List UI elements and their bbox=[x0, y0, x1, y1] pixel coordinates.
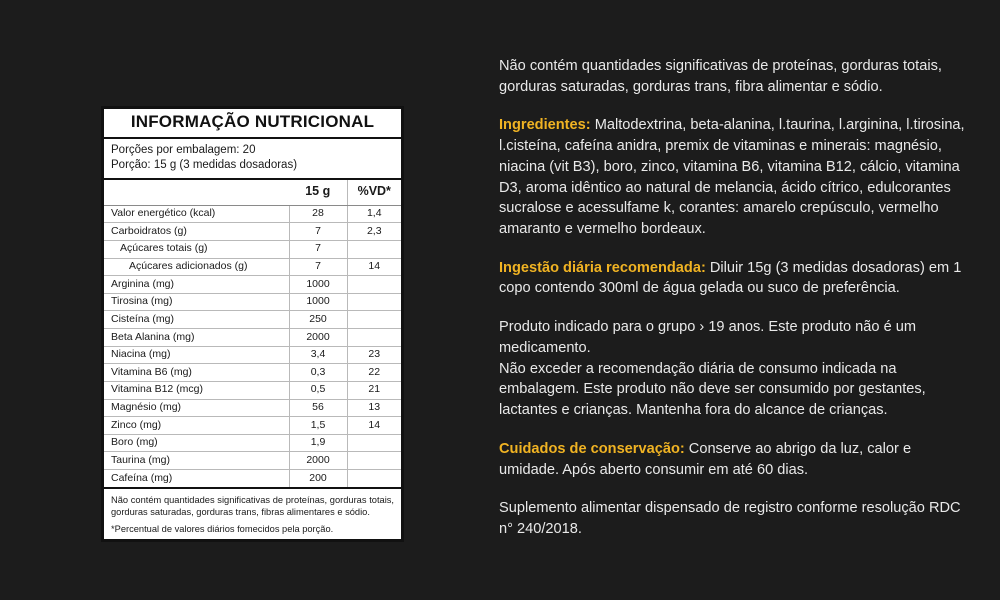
nutrient-amount: 28 bbox=[289, 205, 347, 223]
nutrition-facts-card bbox=[101, 106, 404, 542]
nutrient-name: Valor energético (kcal) bbox=[104, 205, 289, 223]
nutrient-name: Açúcares totais (g) bbox=[104, 240, 289, 258]
nutrient-daily-value: 23 bbox=[347, 346, 401, 364]
paragraph-registration: Suplemento alimentar dispensado de registro conforme resolução RDC n° 240/2018. bbox=[499, 500, 961, 537]
nutrient-name: Magnésio (mg) bbox=[104, 399, 289, 417]
nutrient-name: Carboidratos (g) bbox=[104, 223, 289, 241]
nutrient-amount: 56 bbox=[289, 399, 347, 417]
nutrient-amount: 7 bbox=[289, 240, 347, 258]
servings-per-package: Porções por embalagem: 20 bbox=[111, 143, 256, 156]
nutrition-table bbox=[104, 180, 401, 489]
column-header-nutrient bbox=[104, 180, 289, 205]
nutrient-name: Boro (mg) bbox=[104, 434, 289, 452]
nutrient-daily-value: 21 bbox=[347, 381, 401, 399]
nutrient-amount: 1,5 bbox=[289, 417, 347, 435]
table-row bbox=[104, 434, 401, 452]
nutrient-daily-value bbox=[347, 293, 401, 311]
nutrient-name: Vitamina B12 (mcg) bbox=[104, 381, 289, 399]
ingredients-text: Maltodextrina, beta-alanina, l.taurina, l.arginina, l.tirosina, l.cisteína, cafeína anidra, premix de vitaminas e minerais: magnésio, niacina (vit B3), boro, zinco, vitamina B6, vitamina B12, cálcio, vitamina D3, aroma idêntico ao natural de melancia, ácido cítrico, edulcorantes sucralose e acessulfame k, corantes: amarelo crepúsculo, vermelho amaranto e vermelho bordeaux. bbox=[499, 117, 965, 238]
storage-label: Cuidados de conservação: bbox=[499, 440, 685, 457]
table-row bbox=[104, 364, 401, 382]
nutrient-amount: 250 bbox=[289, 311, 347, 329]
nutrient-daily-value: 1,4 bbox=[347, 205, 401, 223]
paragraph-recommended-intake bbox=[499, 258, 969, 299]
table-row bbox=[104, 311, 401, 329]
nutrient-daily-value bbox=[347, 311, 401, 329]
nutrient-amount: 1,9 bbox=[289, 434, 347, 452]
recommended-intake-label: Ingestão diária recomendada: bbox=[499, 259, 706, 276]
nutrient-amount: 200 bbox=[289, 470, 347, 488]
product-information-column bbox=[499, 56, 969, 540]
nutrient-amount: 0,3 bbox=[289, 364, 347, 382]
nutrient-daily-value bbox=[347, 329, 401, 347]
nutrient-daily-value bbox=[347, 434, 401, 452]
nutrient-name: Tirosina (mg) bbox=[104, 293, 289, 311]
table-row bbox=[104, 381, 401, 399]
nutrient-name: Zinco (mg) bbox=[104, 417, 289, 435]
nutrient-name: Açúcares adicionados (g) bbox=[104, 258, 289, 276]
table-row bbox=[104, 399, 401, 417]
recommended-intake-text: Diluir 15g (3 medidas dosadoras) em 1 copo contendo 300ml de água gelada ou suco de preferência. bbox=[499, 259, 962, 297]
nutrient-amount: 1000 bbox=[289, 276, 347, 294]
column-header-daily-value: %VD* bbox=[347, 180, 401, 205]
table-row bbox=[104, 346, 401, 364]
nutrient-name: Beta Alanina (mg) bbox=[104, 329, 289, 347]
nutrient-daily-value bbox=[347, 452, 401, 470]
nutrient-daily-value: 14 bbox=[347, 258, 401, 276]
nutrient-name: Vitamina B6 (mg) bbox=[104, 364, 289, 382]
paragraph-ingredients bbox=[499, 115, 969, 239]
nutrient-amount: 3,4 bbox=[289, 346, 347, 364]
nutrient-daily-value bbox=[347, 470, 401, 488]
table-row bbox=[104, 470, 401, 488]
nutrient-daily-value: 2,3 bbox=[347, 223, 401, 241]
nutrient-amount: 7 bbox=[289, 223, 347, 241]
table-row bbox=[104, 205, 401, 223]
nutrient-name: Cafeína (mg) bbox=[104, 470, 289, 488]
table-row bbox=[104, 452, 401, 470]
nutrition-facts-title: INFORMAÇÃO NUTRICIONAL bbox=[104, 109, 401, 139]
table-row bbox=[104, 417, 401, 435]
nutrient-daily-value: 13 bbox=[347, 399, 401, 417]
paragraph-warning: Não exceder a recomendação diária de consumo indicada na embalagem. Este produto não deve ser consumido por gestantes, lactantes e crianças. Mantenha fora do alcance de crianças. bbox=[499, 360, 926, 419]
table-row bbox=[104, 276, 401, 294]
ingredients-label: Ingredientes: bbox=[499, 117, 591, 134]
table-row bbox=[104, 293, 401, 311]
nutrient-name: Niacina (mg) bbox=[104, 346, 289, 364]
storage-text: Conserve ao abrigo da luz, calor e umidade. Após aberto consumir em até 60 dias. bbox=[499, 440, 912, 478]
nutrient-amount: 1000 bbox=[289, 293, 347, 311]
footnote-daily-value: *Percentual de valores diários fomecidos pela porção. bbox=[111, 523, 334, 534]
nutrient-daily-value: 22 bbox=[347, 364, 401, 382]
paragraph-age-group: Produto indicado para o grupo › 19 anos. Este produto não é um medicamento. bbox=[499, 319, 917, 356]
table-row bbox=[104, 329, 401, 347]
nutrient-name: Arginina (mg) bbox=[104, 276, 289, 294]
footnote-not-significant: Não contém quantidades significativas de proteínas, gorduras totais, gorduras saturadas, gorduras trans, fibras alimentares e sódio. bbox=[111, 494, 394, 518]
column-header-amount: 15 g bbox=[289, 180, 347, 205]
serving-info bbox=[104, 139, 401, 180]
table-header-row bbox=[104, 180, 401, 205]
nutrient-daily-value bbox=[347, 276, 401, 294]
table-row bbox=[104, 240, 401, 258]
nutrition-footnotes bbox=[104, 489, 401, 540]
nutrient-name: Taurina (mg) bbox=[104, 452, 289, 470]
nutrient-amount: 2000 bbox=[289, 329, 347, 347]
nutrient-amount: 0,5 bbox=[289, 381, 347, 399]
nutrient-amount: 2000 bbox=[289, 452, 347, 470]
table-row bbox=[104, 223, 401, 241]
table-row bbox=[104, 258, 401, 276]
nutrient-amount: 7 bbox=[289, 258, 347, 276]
nutrient-daily-value bbox=[347, 240, 401, 258]
nutrient-daily-value: 14 bbox=[347, 417, 401, 435]
paragraph-not-significant: Não contém quantidades significativas de proteínas, gorduras totais, gorduras saturadas, gorduras trans, fibra alimentar e sódio. bbox=[499, 58, 942, 95]
paragraph-storage bbox=[499, 439, 969, 480]
serving-size: Porção: 15 g (3 medidas dosadoras) bbox=[111, 158, 298, 171]
nutrient-name: Cisteína (mg) bbox=[104, 311, 289, 329]
